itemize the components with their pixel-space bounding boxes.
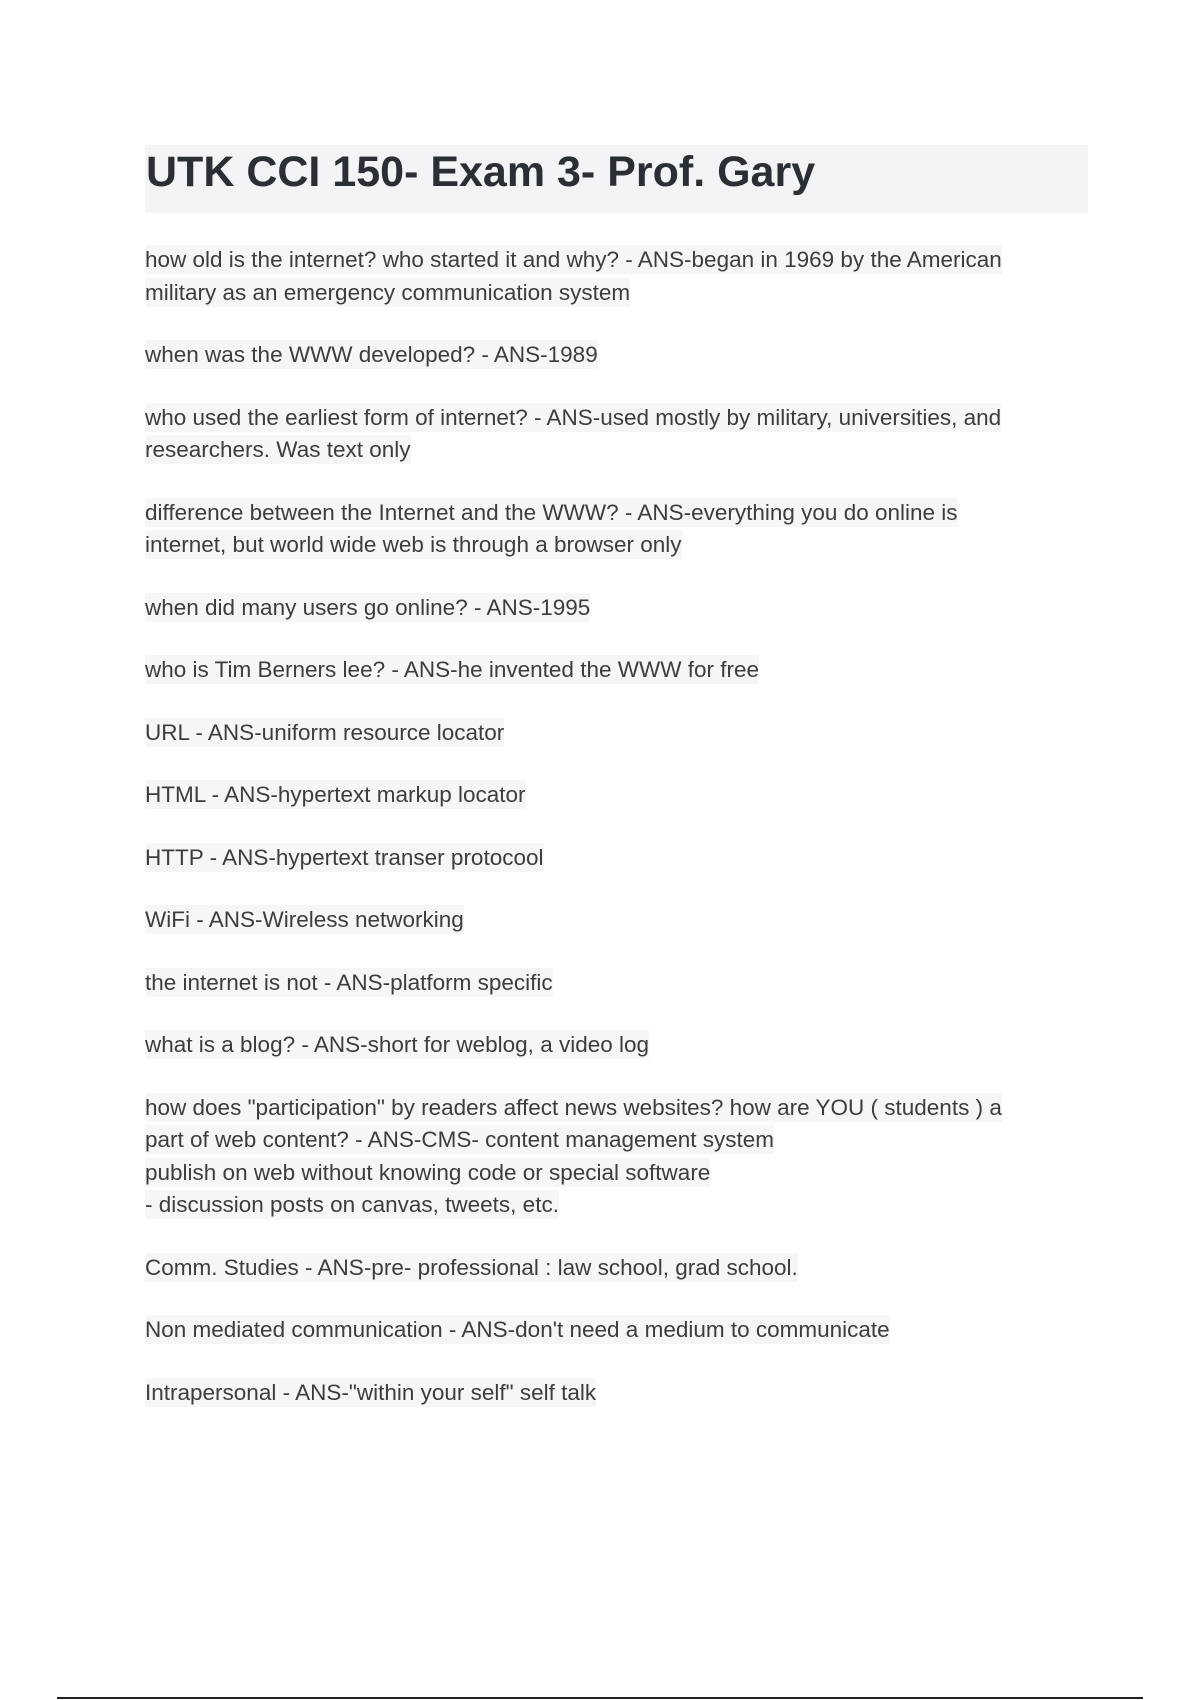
qa-line <box>145 842 1085 875</box>
qa-line-text: how old is the internet? who started it and why? - ANS-began in 1969 by the American <box>145 247 1002 272</box>
footer-rule <box>57 1697 1143 1699</box>
qa-line-text: Comm. Studies - ANS-pre- professional : law school, grad school. <box>145 1254 798 1280</box>
qa-line-text: Intrapersonal - ANS-"within your self" self talk <box>145 1379 597 1405</box>
qa-line-text: HTTP - ANS-hypertext transer protocool <box>145 844 544 870</box>
qa-line <box>145 497 1085 530</box>
qa-item <box>145 592 1085 625</box>
qa-line <box>145 1377 1085 1410</box>
qa-line-text: when did many users go online? - ANS-1995 <box>145 594 591 620</box>
qa-line-text: HTML - ANS-hypertext markup locator <box>145 782 526 807</box>
qa-line <box>145 339 1085 372</box>
qa-line <box>145 779 1085 812</box>
qa-line-text: difference between the Internet and the WWW? - ANS-everything you do online is <box>145 499 958 525</box>
qa-line <box>145 1189 1085 1222</box>
qa-item <box>145 654 1085 687</box>
qa-line-text: who used the earliest form of internet? - ANS-used mostly by military, universities, and <box>145 404 1002 430</box>
qa-line <box>145 1252 1085 1285</box>
qa-line-text: Non mediated communication - ANS-don't need a medium to communicate <box>145 1317 890 1342</box>
qa-item <box>145 497 1085 562</box>
qa-item <box>145 967 1085 1000</box>
qa-item <box>145 402 1085 467</box>
qa-item <box>145 1029 1085 1062</box>
qa-item <box>145 779 1085 812</box>
qa-line-text: part of web content? - ANS-CMS- content management system <box>145 1127 775 1152</box>
qa-item <box>145 904 1085 937</box>
qa-line-text: researchers. Was text only <box>145 437 411 462</box>
qa-line-text: internet, but world wide web is through a browser only <box>145 532 682 557</box>
qa-item <box>145 244 1085 309</box>
qa-line <box>145 529 1085 562</box>
qa-line-text: URL - ANS-uniform resource locator <box>145 719 505 745</box>
qa-line-text: how does "participation" by readers affect news websites? how are YOU ( students ) a <box>145 1094 1002 1120</box>
qa-line <box>145 654 1085 687</box>
qa-list <box>145 244 1085 1439</box>
qa-item <box>145 1252 1085 1285</box>
qa-line <box>145 592 1085 625</box>
qa-line <box>145 717 1085 750</box>
qa-line <box>145 402 1085 435</box>
qa-line-text: when was the WWW developed? - ANS-1989 <box>145 342 598 367</box>
qa-item <box>145 1314 1085 1347</box>
qa-line <box>145 244 1085 277</box>
qa-line <box>145 904 1085 937</box>
qa-line-text: who is Tim Berners lee? - ANS-he invented the WWW for free <box>145 657 759 682</box>
qa-line-text: WiFi - ANS-Wireless networking <box>145 907 464 932</box>
qa-line-text: what is a blog? - ANS-short for weblog, a video log <box>145 1032 650 1057</box>
qa-item <box>145 339 1085 372</box>
qa-line-text: military as an emergency communication system <box>145 279 631 305</box>
qa-line <box>145 1314 1085 1347</box>
qa-line <box>145 1029 1085 1062</box>
qa-line <box>145 1157 1085 1190</box>
qa-item <box>145 1092 1085 1222</box>
qa-line-text: publish on web without knowing code or special software <box>145 1159 711 1185</box>
qa-line-text: - discussion posts on canvas, tweets, etc. <box>145 1192 559 1217</box>
qa-item <box>145 717 1085 750</box>
qa-item <box>145 842 1085 875</box>
qa-line <box>145 1124 1085 1157</box>
qa-line <box>145 1092 1085 1125</box>
document-title: UTK CCI 150- Exam 3- Prof. Gary <box>146 148 816 196</box>
qa-line <box>145 967 1085 1000</box>
qa-line <box>145 277 1085 310</box>
qa-item <box>145 1377 1085 1410</box>
qa-line <box>145 434 1085 467</box>
qa-line-text: the internet is not - ANS-platform specific <box>145 969 553 995</box>
